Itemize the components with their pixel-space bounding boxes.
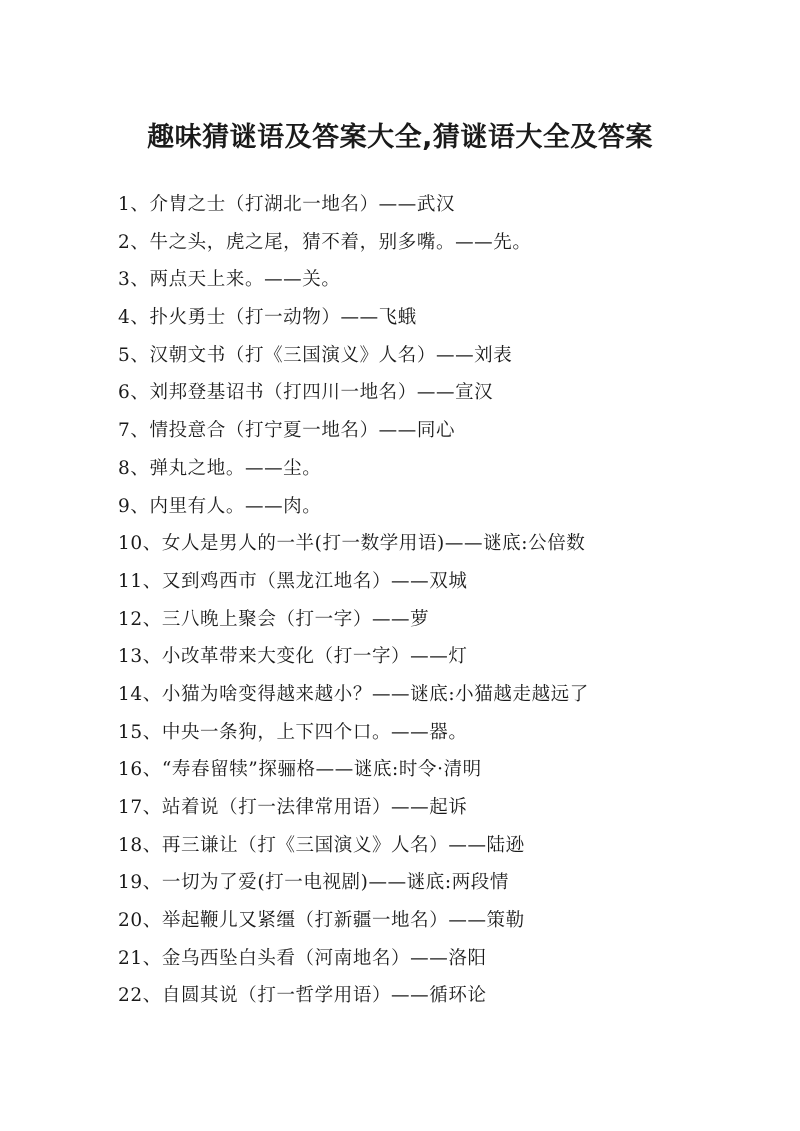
riddle-item: 16、“寿春留犊”探骊格——谜底:时令·清明	[118, 759, 482, 781]
riddle-item: 15、中央一条狗，上下四个口。——器。	[118, 721, 468, 743]
riddle-item: 11、又到鸡西市（黑龙江地名）——双城	[118, 570, 468, 592]
riddle-item: 17、站着说（打一法律常用语）——起诉	[118, 797, 468, 818]
riddle-item: 1、介胄之士（打湖北一地名）——武汉	[118, 194, 456, 215]
riddle-item: 9、内里有人。——肉。	[118, 495, 322, 517]
riddle-item: 21、金乌西坠白头看（河南地名）——洛阳	[118, 947, 487, 969]
riddle-item: 3、两点天上来。——关。	[118, 269, 341, 291]
riddle-item: 20、举起鞭儿又紧缰（打新疆一地名）——策勒	[118, 910, 525, 932]
riddle-item: 8、弹丸之地。——尘。	[118, 457, 322, 479]
riddle-item: 5、汉朝文书（打《三国演义》人名）——刘表	[118, 344, 513, 366]
riddle-item: 6、刘邦登基诏书（打四川一地名）——宣汉	[118, 382, 494, 404]
document-title: 趣味猜谜语及答案大全,猜谜语大全及答案	[147, 122, 653, 154]
riddle-item: 7、情投意合（打宁夏一地名）——同心	[118, 420, 456, 442]
riddle-item: 2、牛之头，虎之尾，猜不着，别多嘴。——先。	[118, 231, 532, 253]
riddle-list	[118, 186, 738, 1015]
riddle-item: 13、小改革带来大变化（打一字）——灯	[118, 646, 468, 668]
riddle-item: 18、再三谦让（打《三国演义》人名）——陆逊	[118, 834, 525, 856]
riddle-item: 10、女人是男人的一半(打一数学用语)——谜底:公倍数	[118, 533, 586, 555]
riddle-item: 19、一切为了爱(打一电视剧)——谜底:两段情	[118, 872, 510, 894]
riddle-item: 4、扑火勇士（打一动物）——飞蛾	[118, 307, 417, 329]
riddle-item: 12、三八晚上聚会（打一字）——萝	[118, 608, 430, 630]
riddle-item: 14、小猫为啥变得越来越小？——谜底:小猫越走越远了	[118, 683, 589, 705]
riddle-item: 22、自圆其说（打一哲学用语）——循环论	[118, 985, 487, 1007]
